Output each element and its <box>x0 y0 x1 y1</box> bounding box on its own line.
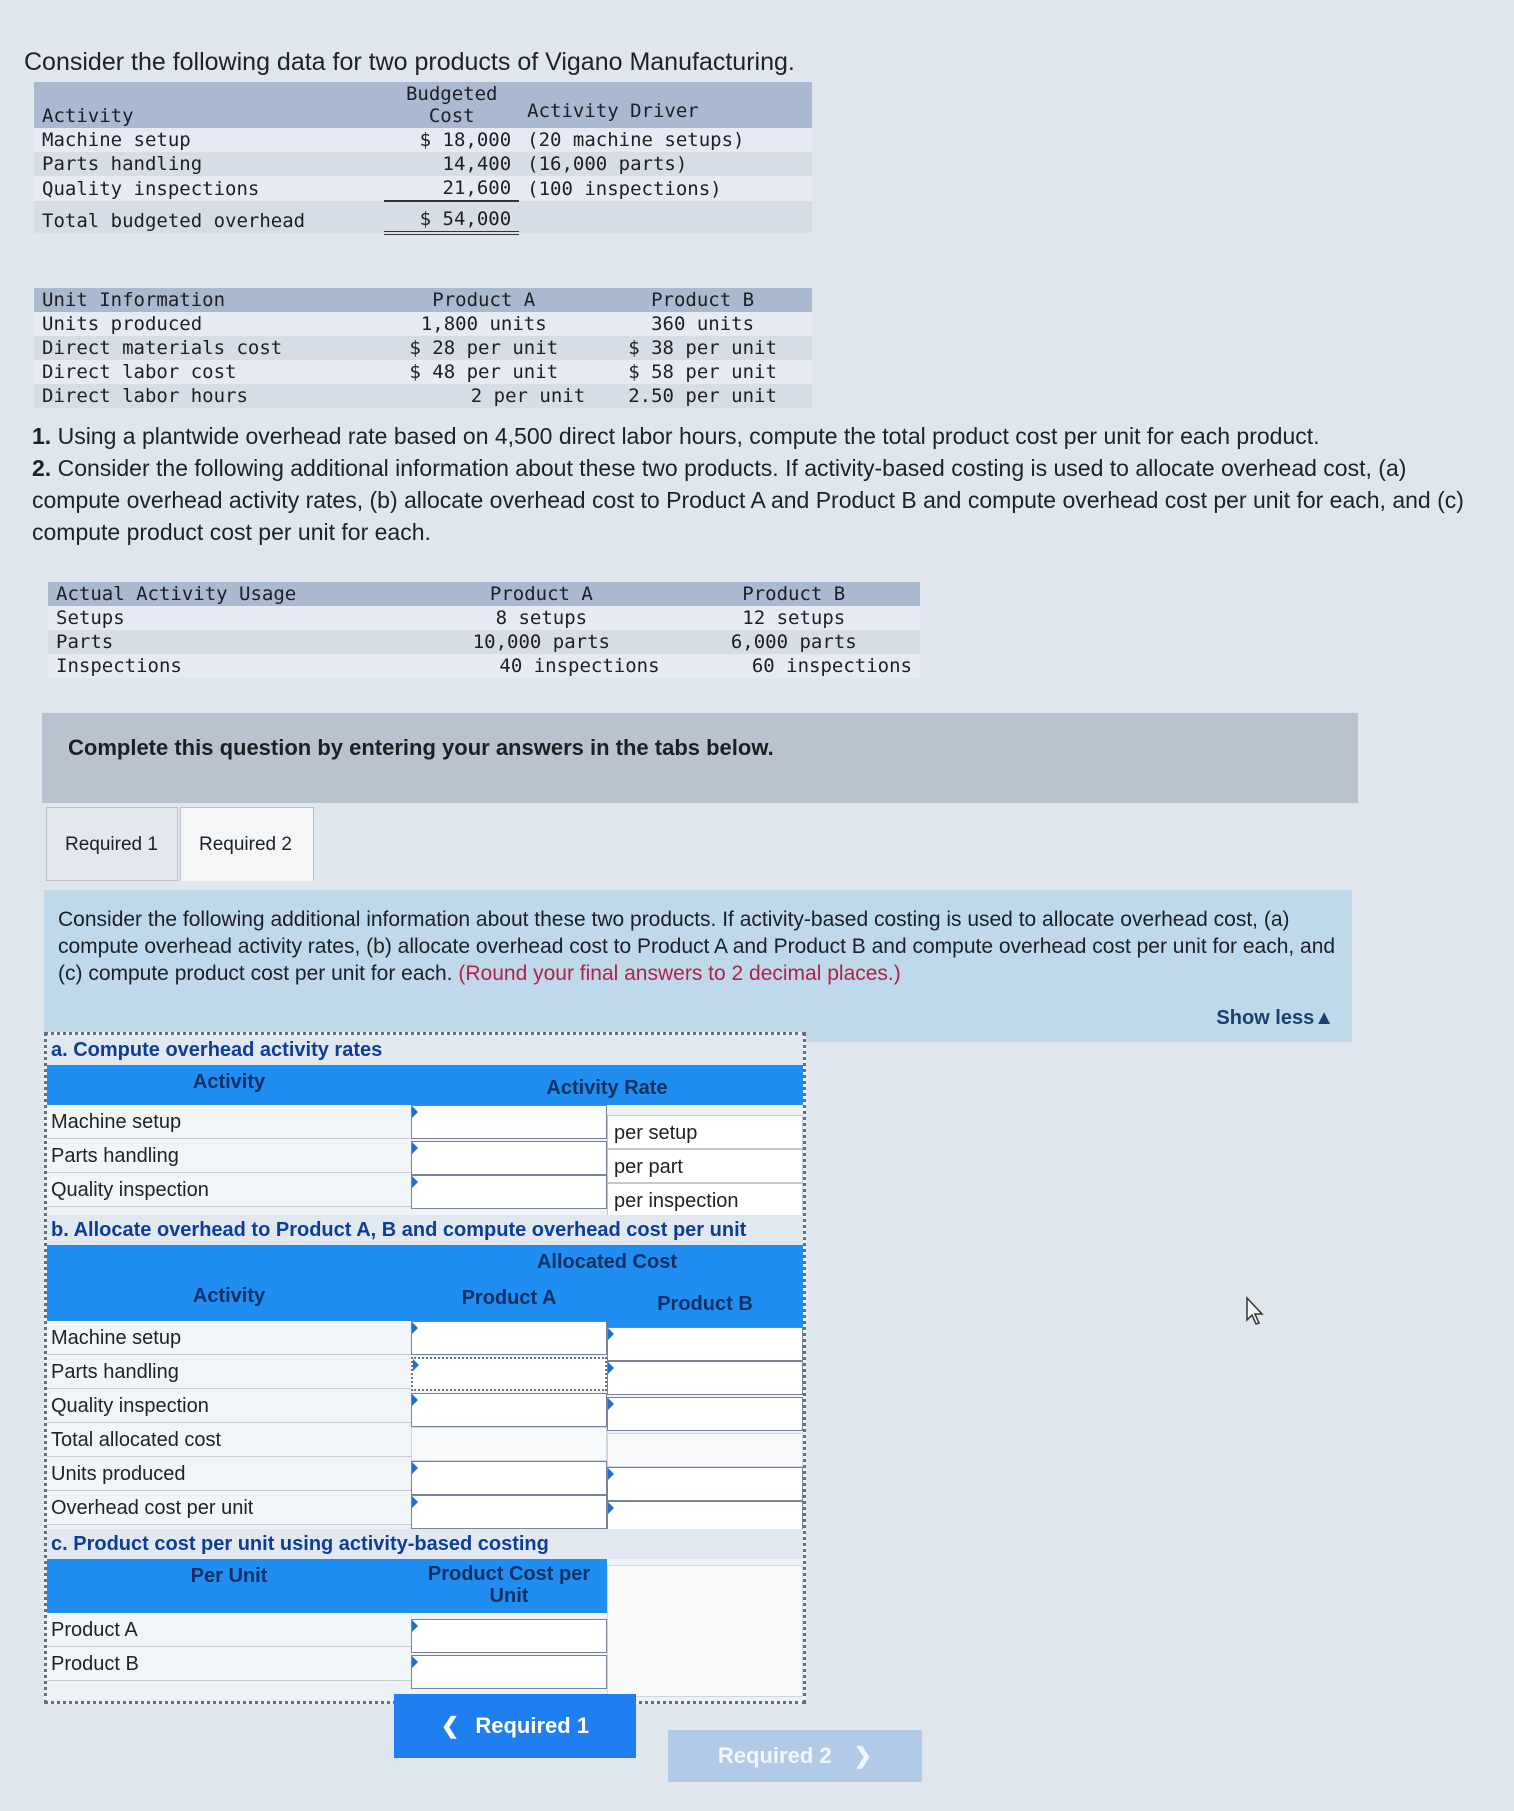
unit-info-table: Unit Information Product A Product B Units produced 1,800 units 360 units Direct materials cost $ 28 per unit $ 38 per unit Direct labor cost $ 48 per unit $ 58 per unit Direct labor hours 2 per unit 2.50 per unit <box>34 288 812 408</box>
table-row: Total budgeted overhead $ 54,000 <box>34 201 812 233</box>
quality-inspection-product-b-input[interactable] <box>607 1397 803 1431</box>
rate-unit: per part <box>607 1149 803 1183</box>
c-row-label: Product A <box>47 1613 411 1647</box>
instructions-bar: Complete this question by entering your answers in the tabs below. <box>42 713 1358 803</box>
table-row: Direct materials cost $ 28 per unit $ 38 per unit <box>34 336 812 360</box>
table-row: Parts handling 14,400 (16,000 parts) <box>34 152 812 176</box>
units-produced-product-b-input[interactable] <box>607 1467 803 1501</box>
quality-inspection-rate-input[interactable] <box>411 1175 607 1209</box>
rounding-note: (Round your final answers to 2 decimal places.) <box>458 962 901 985</box>
budget-header-activity: Activity <box>34 82 384 128</box>
b-row-label: Machine setup <box>47 1321 411 1355</box>
rate-unit: per inspection <box>607 1183 803 1217</box>
usage-table: Actual Activity Usage Product A Product B Setups 8 setups 12 setups Parts 10,000 parts 6,000 parts Inspections 40 inspections 60 inspections <box>48 582 920 678</box>
next-required-2-button[interactable]: Required 2 ❯ <box>668 1730 922 1782</box>
section-a-title: a. Compute overhead activity rates <box>47 1035 803 1065</box>
machine-setup-product-b-input[interactable] <box>607 1327 803 1361</box>
budget-table <box>34 82 812 235</box>
b-row-label: Parts handling <box>47 1355 411 1389</box>
b-row-label: Quality inspection <box>47 1389 411 1423</box>
machine-setup-product-a-input[interactable] <box>411 1321 607 1355</box>
c-empty-area <box>607 1565 803 1697</box>
total-allocated-product-a <box>411 1427 607 1461</box>
a-row-label: Quality inspection <box>47 1173 411 1207</box>
b-header-product-a: Product A <box>411 1277 607 1321</box>
rate-unit: per setup <box>607 1115 803 1149</box>
show-less-link[interactable]: Show less▲ <box>1216 1007 1334 1029</box>
total-allocated-product-b <box>607 1433 803 1467</box>
table-row: Direct labor cost $ 48 per unit $ 58 per unit <box>34 360 812 384</box>
table-row: Setups 8 setups 12 setups <box>48 606 920 630</box>
units-produced-product-a-input[interactable] <box>411 1461 607 1495</box>
table-row: Inspections 40 inspections 60 inspections <box>48 654 920 678</box>
table-row: Parts 10,000 parts 6,000 parts <box>48 630 920 654</box>
a-row-label: Machine setup <box>47 1105 411 1139</box>
required-2-panel: Consider the following additional information about these two products. If activity-based costing is used to allocate overhead cost, (a) compute overhead activity rates, (b) allocate overhead cost to Product A and Product B and compute overhead cost per unit for each, and (c) compute product cost per unit for each. (Round your final answers to 2 decimal places.) Show less▲ <box>44 890 1352 1042</box>
overhead-per-unit-product-a-input[interactable] <box>411 1495 607 1529</box>
parts-handling-product-a-input[interactable] <box>411 1357 607 1391</box>
product-b-cost-per-unit-input[interactable] <box>411 1655 607 1689</box>
table-row: Quality inspections 21,600 (100 inspections) <box>34 176 812 201</box>
section-b-title: b. Allocate overhead to Product A, B and compute overhead cost per unit <box>47 1215 803 1245</box>
c-header-per-unit: Per Unit <box>47 1559 411 1613</box>
tab-required-2[interactable]: Required 2 <box>180 807 314 881</box>
chevron-left-icon: ❮ <box>440 1713 460 1738</box>
parts-handling-product-b-input[interactable] <box>607 1361 803 1395</box>
quality-inspection-product-a-input[interactable] <box>411 1393 607 1427</box>
intro-text: Consider the following data for two products of Vigano Manufacturing. <box>24 48 795 76</box>
product-a-cost-per-unit-input[interactable] <box>411 1619 607 1653</box>
b-header-activity: Activity <box>47 1245 411 1321</box>
table-row: Units produced 1,800 units 360 units <box>34 312 812 336</box>
budget-header-cost: Budgeted Cost <box>384 82 519 128</box>
b-row-label: Total allocated cost <box>47 1423 411 1457</box>
c-row-label: Product B <box>47 1647 411 1681</box>
tab-required-1[interactable]: Required 1 <box>46 807 178 881</box>
question-1: 1. Using a plantwide overhead rate based on 4,500 direct labor hours, compute the total product cost per unit for each product. <box>32 423 1320 449</box>
section-c-title: c. Product cost per unit using activity-based costing <box>47 1529 803 1559</box>
a-header-rate: Activity Rate <box>411 1065 803 1105</box>
questions <box>32 420 1492 548</box>
b-row-label: Units produced <box>47 1457 411 1491</box>
b-header-product-b: Product B <box>607 1277 803 1327</box>
parts-handling-rate-input[interactable] <box>411 1141 607 1175</box>
prev-required-1-button[interactable]: ❮ Required 1 <box>394 1694 636 1758</box>
c-header-product-cost: Product Cost per Unit <box>411 1559 607 1613</box>
machine-setup-rate-input[interactable] <box>411 1105 607 1139</box>
answer-grid <box>44 1032 806 1704</box>
table-row: Direct labor hours 2 per unit 2.50 per unit <box>34 384 812 408</box>
b-header-allocated: Allocated Cost <box>411 1245 803 1277</box>
question-2: 2. Consider the following additional information about these two products. If activity-based costing is used to allocate overhead cost, (a) compute overhead activity rates, (b) allocate overhead cost to Product A and Product B and compute overhead cost per unit for each, and (c) compute product cost per unit for each. <box>32 455 1464 545</box>
mouse-pointer-icon <box>1245 1296 1267 1326</box>
a-header-activity: Activity <box>47 1065 411 1105</box>
chevron-right-icon: ❯ <box>853 1743 873 1768</box>
table-row: Machine setup $ 18,000 (20 machine setups) <box>34 128 812 152</box>
budget-header-driver: Activity Driver <box>519 82 812 128</box>
a-row-label: Parts handling <box>47 1139 411 1173</box>
b-row-label: Overhead cost per unit <box>47 1491 411 1525</box>
